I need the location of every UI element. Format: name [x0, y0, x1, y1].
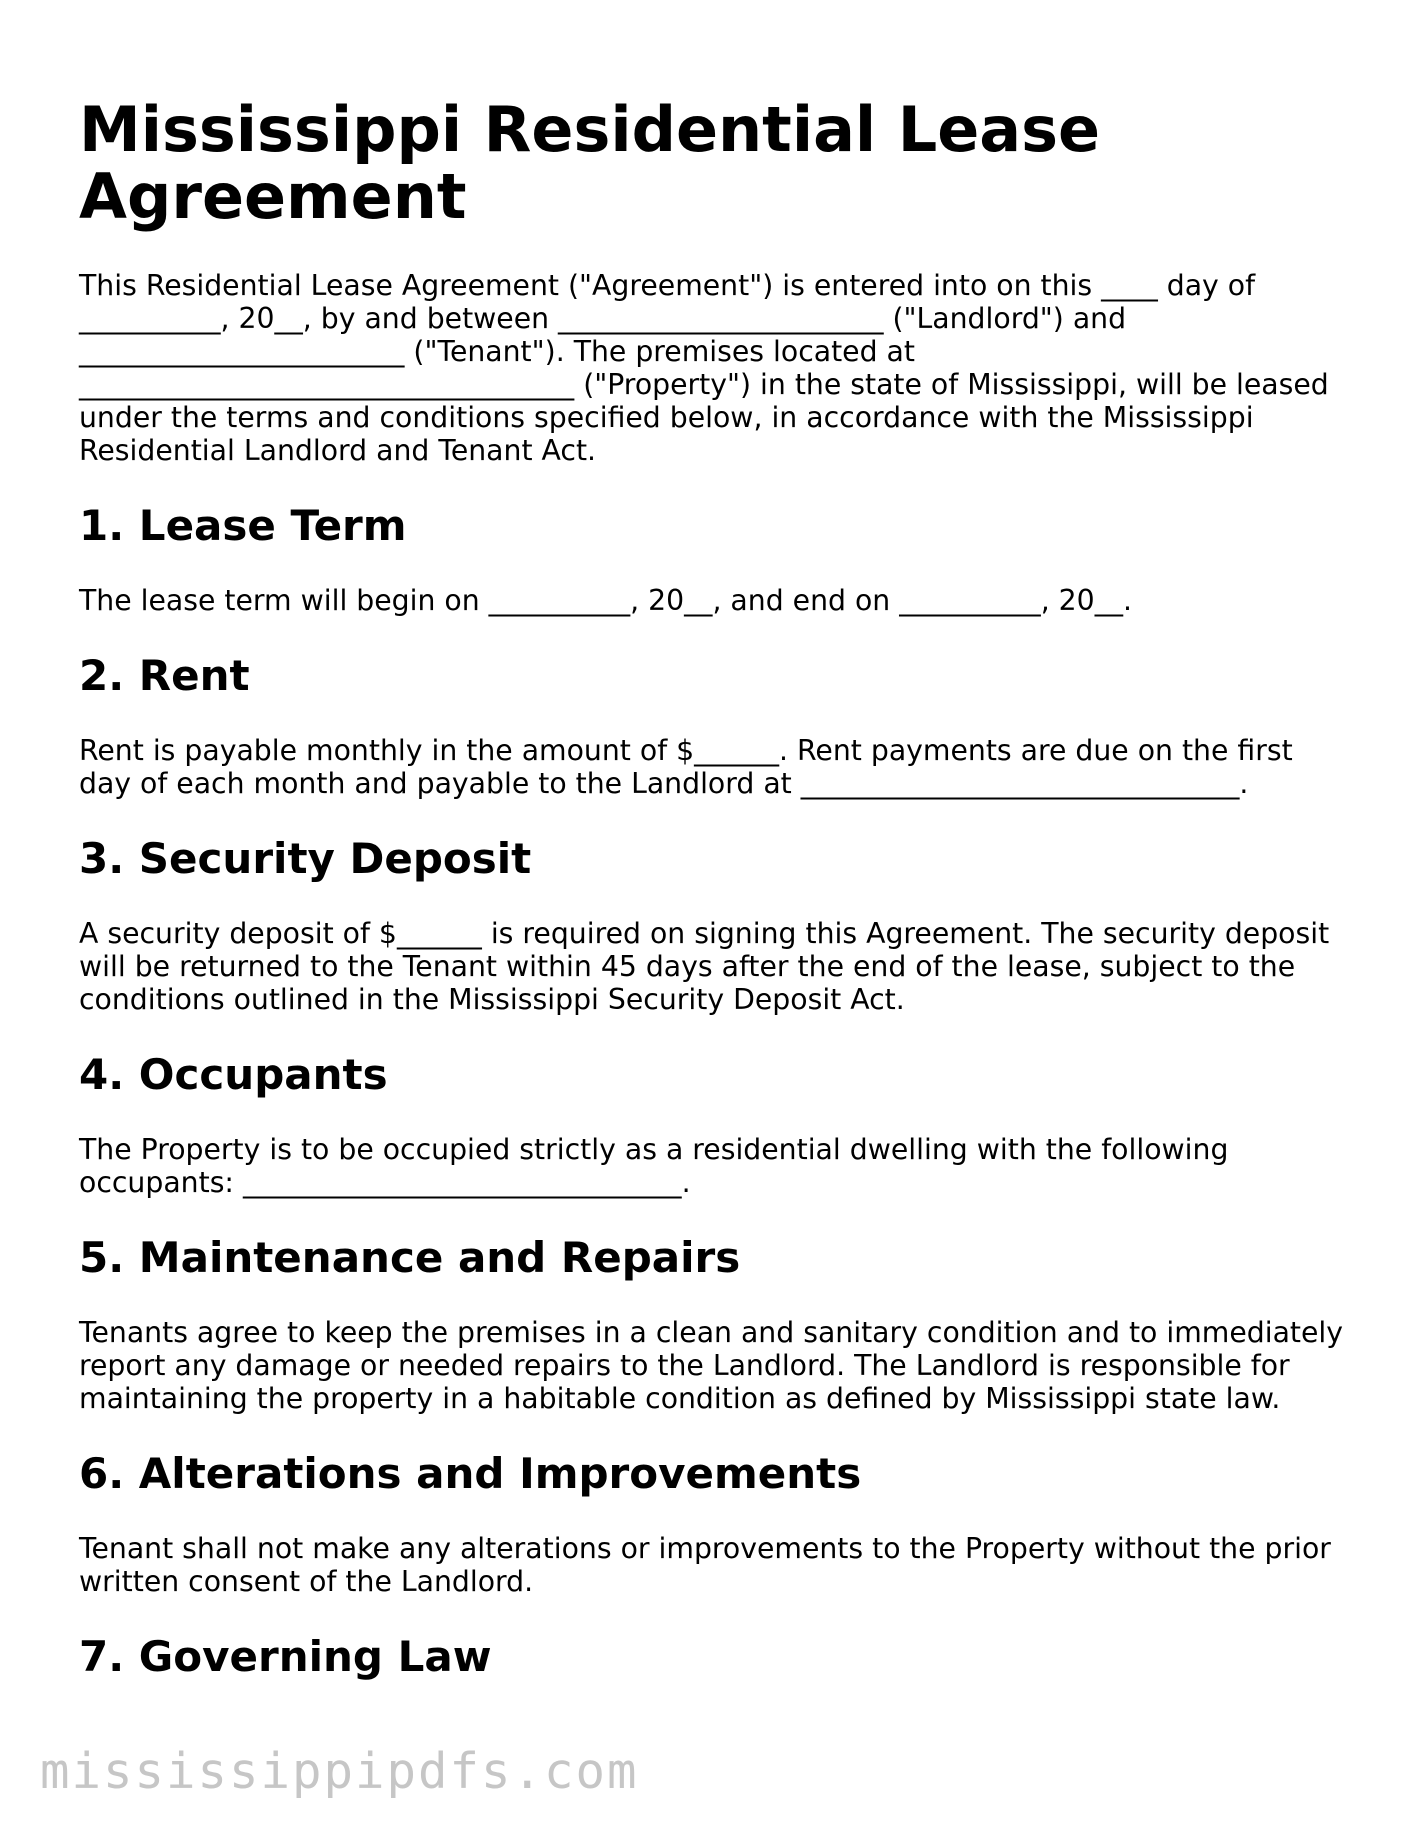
document-title: Mississippi Residential Lease Agreement: [79, 93, 1101, 233]
section-body: The Property is to be occupied strictly as a residential dwelling with the following occupants: _______________________________.: [79, 1133, 1229, 1199]
section-body: A security deposit of $______ is required on signing this Agreement. The security deposit will be returned to the Tenant within 45 days after the end of the lease, subject to the conditions outlined in the Mississippi Security Deposit Act.: [79, 917, 1330, 1016]
section-heading: 3. Security Deposit: [79, 834, 532, 883]
watermark: mississippipdfs.com: [40, 1743, 639, 1800]
section-heading: 6. Alterations and Improvements: [79, 1449, 862, 1498]
section-rent: [79, 651, 1349, 800]
section-alterations: [79, 1449, 1349, 1598]
section-lease-term: [79, 501, 1349, 617]
section-security-deposit: [79, 834, 1349, 1016]
section-governing-law: [79, 1632, 1349, 1682]
document-page: [79, 93, 1349, 1682]
section-heading: 4. Occupants: [79, 1050, 388, 1099]
section-body: Tenant shall not make any alterations or improvements to the Property without the prior written consent of the Landlord.: [79, 1532, 1331, 1598]
section-heading: 7. Governing Law: [79, 1632, 492, 1681]
section-heading: 5. Maintenance and Repairs: [79, 1233, 741, 1282]
section-occupants: [79, 1050, 1349, 1199]
section-body: Tenants agree to keep the premises in a clean and sanitary condition and to immediately report any damage or needed repairs to the Landlord. The Landlord is responsible for maintaining the property in a habitable condition as defined by Mississippi state law.: [79, 1316, 1344, 1415]
section-body: The lease term will begin on __________, 20__, and end on __________, 20__.: [79, 584, 1132, 617]
section-maintenance: [79, 1233, 1349, 1415]
section-body: Rent is payable monthly in the amount of $______. Rent payments are due on the first day of each month and payable to the Landlord at _______________________________.: [79, 734, 1293, 800]
section-heading: 1. Lease Term: [79, 501, 407, 550]
intro-paragraph: This Residential Lease Agreement ("Agreement") is entered into on this ____ day of __________, 20__, by and between _______________________ ("Landlord") and _______________________ ("Tenant"). The premises located at ___________________________________ ("Property") in the state of Mississippi, will be leased under the terms and conditions specified below, in accordance with the Mississippi Residential Landlord and Tenant Act.: [79, 269, 1329, 467]
section-heading: 2. Rent: [79, 651, 250, 700]
